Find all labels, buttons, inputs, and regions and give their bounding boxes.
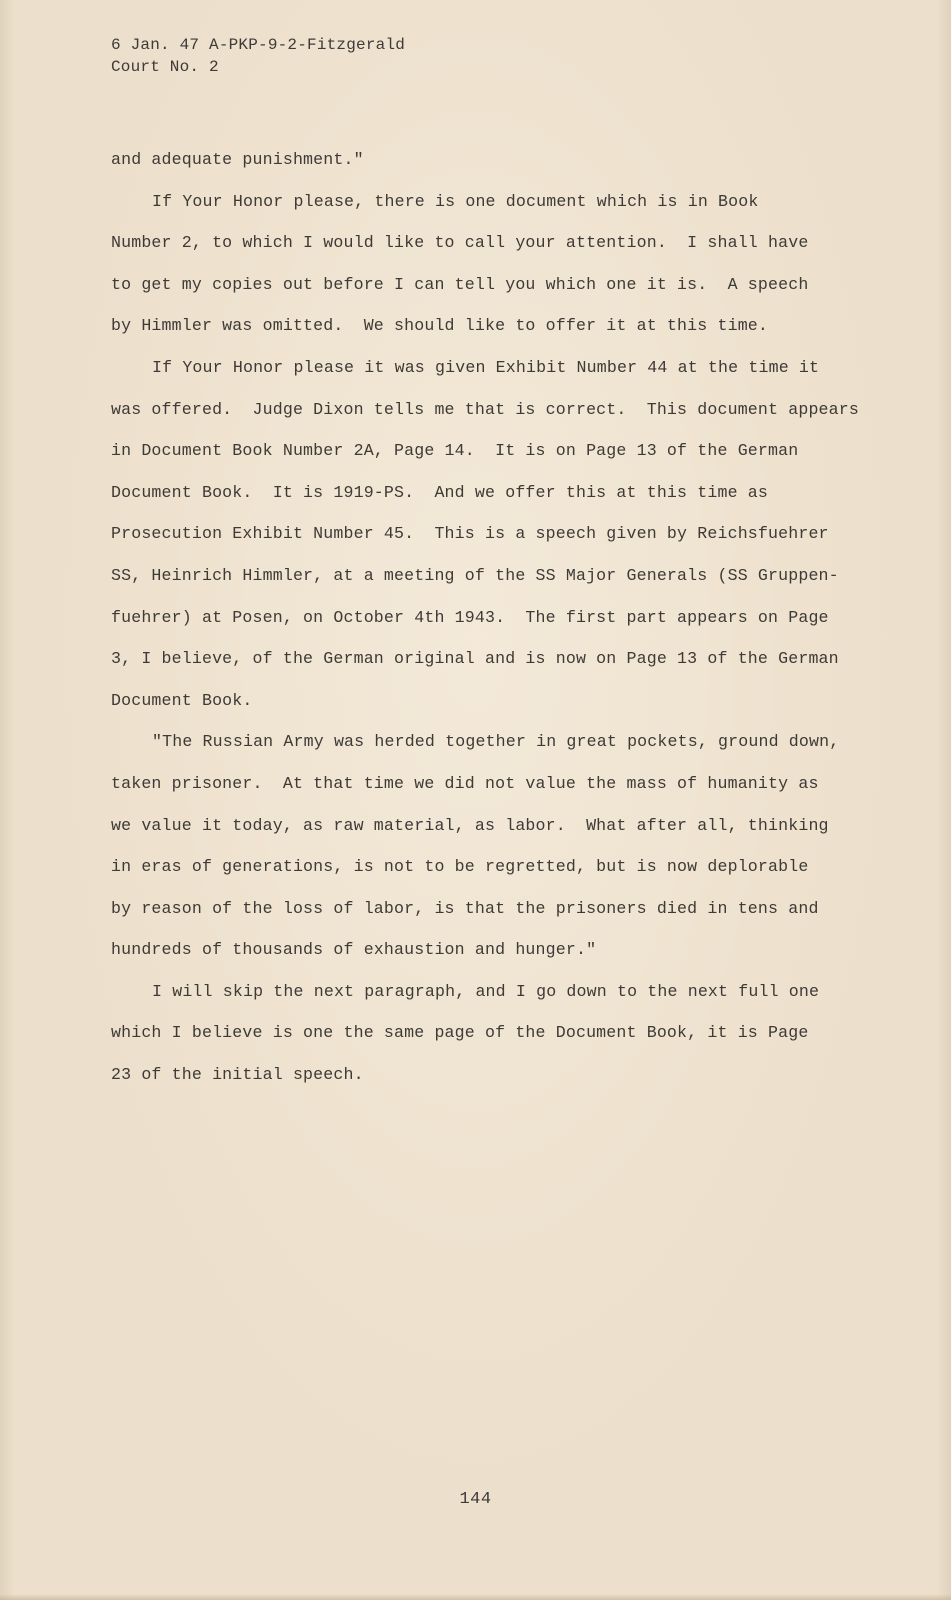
text-line: Prosecution Exhibit Number 45. This is a speech given by Reichsfuehrer — [111, 524, 829, 544]
text-line: taken prisoner. At that time we did not value the mass of humanity as — [111, 773, 819, 793]
text-line: in eras of generations, is not to be regretted, but is now deplorable — [111, 857, 809, 877]
text-line: Number 2, to which I would like to call your attention. I shall have — [111, 233, 809, 253]
text-line: hundreds of thousands of exhaustion and hunger." — [111, 940, 597, 960]
text-line: SS, Heinrich Himmler, at a meeting of the SS Major Generals (SS Gruppen- — [111, 565, 839, 585]
document-header — [111, 34, 405, 78]
text-line: If Your Honor please, there is one document which is in Book — [152, 191, 759, 211]
text-line: we value it today, as raw material, as labor. What after all, thinking — [111, 815, 829, 835]
header-court-number: Court No. 2 — [111, 58, 219, 76]
text-line: which I believe is one the same page of the Document Book, it is Page — [111, 1023, 809, 1043]
text-line: to get my copies out before I can tell you which one it is. A speech — [111, 274, 809, 294]
text-line: I will skip the next paragraph, and I go down to the next full one — [152, 981, 820, 1001]
text-line: Document Book. It is 1919-PS. And we offer this at this time as — [111, 482, 769, 502]
text-line: in Document Book Number 2A, Page 14. It is on Page 13 of the German — [111, 441, 799, 461]
text-line: by reason of the loss of labor, is that the prisoners died in tens and — [111, 898, 819, 918]
page-edge-shadow — [0, 1594, 951, 1600]
text-line: was offered. Judge Dixon tells me that is correct. This document appears — [111, 399, 859, 419]
text-line: 3, I believe, of the German original and is now on Page 13 of the German — [111, 649, 839, 669]
text-line: 23 of the initial speech. — [111, 1065, 364, 1085]
text-line: fuehrer) at Posen, on October 4th 1943. The first part appears on Page — [111, 607, 829, 627]
text-line: Document Book. — [111, 690, 253, 710]
transcript-body — [111, 139, 901, 1096]
header-date-reference: 6 Jan. 47 A-PKP-9-2-Fitzgerald — [111, 36, 406, 54]
page-number: 144 — [459, 1490, 492, 1509]
text-line: and adequate punishment." — [111, 150, 364, 169]
text-line: "The Russian Army was herded together in great pockets, ground down, — [152, 732, 840, 752]
text-line: If Your Honor please it was given Exhibit Number 44 at the time it — [152, 357, 820, 377]
text-line: by Himmler was omitted. We should like to offer it at this time. — [111, 316, 769, 336]
